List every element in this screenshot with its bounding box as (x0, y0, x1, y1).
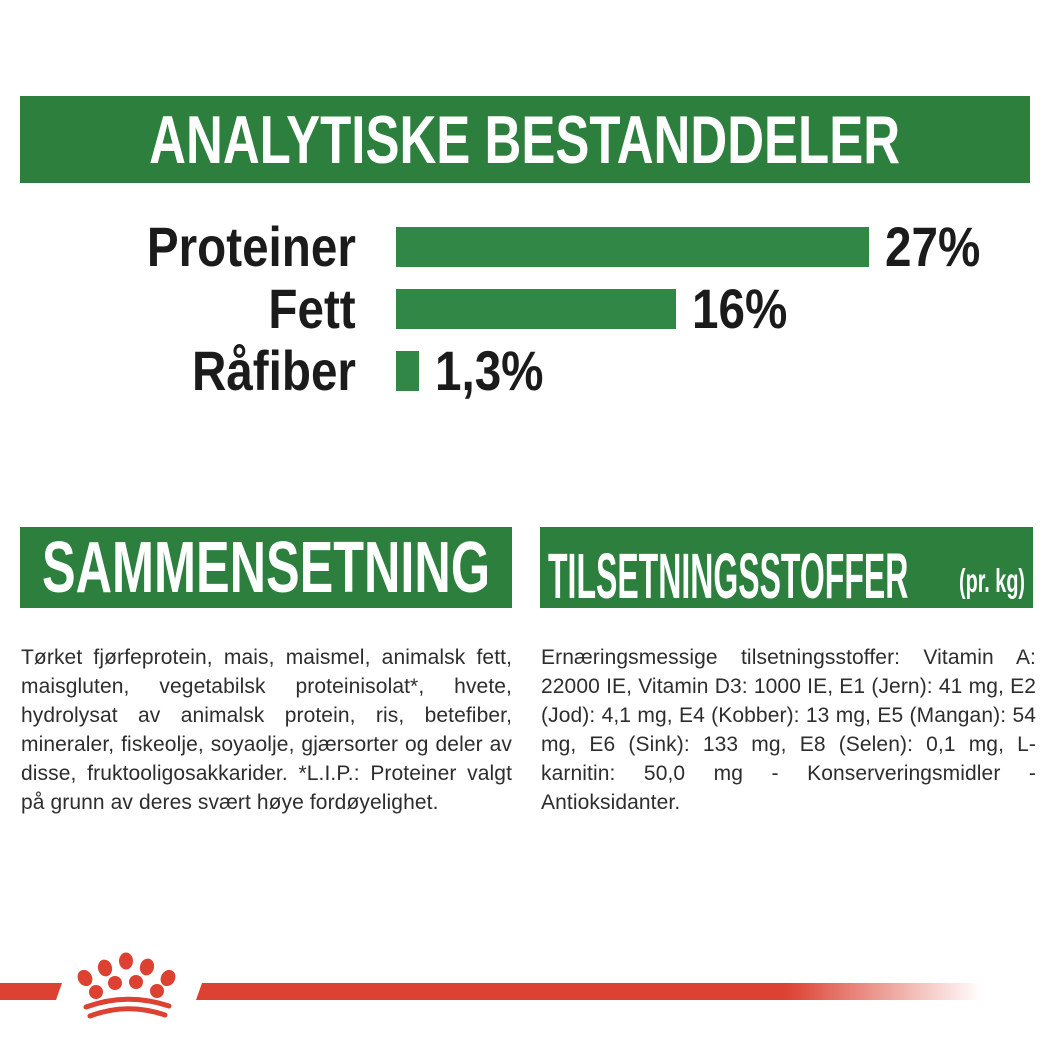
chart-row-rafiber (0, 339, 1049, 402)
chart-category-label: Fett (268, 277, 356, 340)
additives-title: TILSETNINGSSTOFFER (548, 540, 909, 612)
chart-bar (396, 227, 869, 267)
footer-rule-right (196, 983, 982, 1000)
composition-title: SAMMENSETNING (41, 527, 491, 608)
additives-banner (540, 527, 1033, 612)
additives-text: Ernæringsmessige tilsetningsstoffer: Vitamin A: 22000 IE, Vitamin D3: 1000 IE, E1 (Jern): 41 mg, E2 (Jod): 4,1 mg, E4 (Kobber): 13 mg, E5 (Mangan): 54 mg, E6 (Sink): 133 mg, E8 (Selen): 0,1 mg, L-karnitin: 50,0 mg - Konserveringsmidler - Antioksidanter. (541, 646, 1036, 814)
chart-category-label: Proteiner (147, 215, 356, 278)
composition-text: Tørket fjørfeprotein, mais, maismel, animalsk fett, maisgluten, vegetabilsk proteinisolat*, hvete, hydrolysat av animalsk protein, ris, betefiber, mineraler, fiskeolje, soyaolje, gjærsorter og deler av disse, fruktooligosakkarider. *L.I.P.: Proteiner valgt på grunn av deres svært høye fordøyelighet. (21, 646, 512, 814)
footer-rule-left (0, 983, 62, 1000)
chart-bar (396, 351, 419, 391)
analytical-constituents-title: ANALYTISKE BESTANDDELER (149, 101, 901, 178)
chart-row-proteiner (0, 215, 1049, 278)
analytical-constituents-banner (20, 96, 1030, 183)
composition-banner (20, 527, 512, 608)
chart-bar (396, 289, 676, 329)
additives-title-unit: (pr. kg) (959, 562, 1026, 599)
chart-value-label: 27% (885, 215, 981, 278)
chart-value-label: 16% (692, 277, 788, 340)
chart-category-label: Råfiber (192, 339, 356, 402)
royal-canin-crown-icon (64, 951, 188, 1023)
chart-value-label: 1,3% (435, 339, 544, 402)
chart-row-fett (0, 277, 1049, 340)
